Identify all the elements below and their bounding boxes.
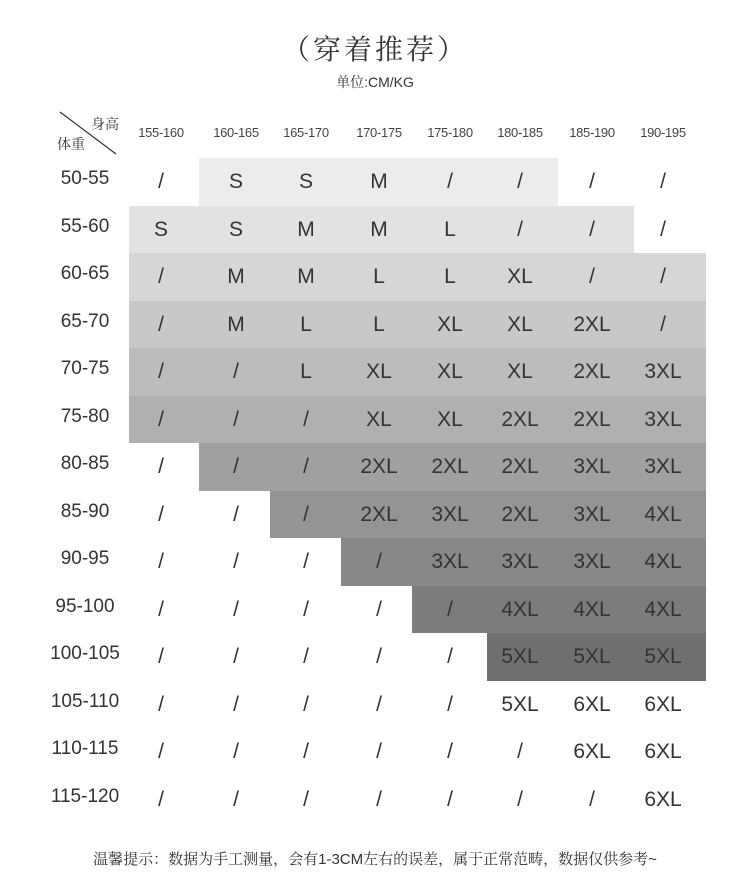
size-cell: / bbox=[303, 597, 309, 621]
height-header: 155-160 bbox=[138, 125, 184, 140]
weight-header: 85-90 bbox=[60, 500, 110, 522]
size-cell: / bbox=[376, 740, 382, 763]
size-cell: 3XL bbox=[573, 502, 611, 526]
size-cell: S bbox=[153, 217, 168, 241]
size-cell: / bbox=[158, 265, 164, 288]
weight-header: 60-65 bbox=[60, 263, 110, 284]
size-cell: M bbox=[370, 170, 388, 193]
size-cell: / bbox=[447, 170, 453, 193]
weight-header: 80-85 bbox=[60, 453, 110, 474]
size-cell: 3XL bbox=[644, 407, 682, 431]
size-cell: / bbox=[660, 217, 666, 241]
size-cell: / bbox=[233, 455, 239, 478]
height-header: 185-190 bbox=[569, 125, 615, 140]
weight-header: 75-80 bbox=[60, 405, 110, 427]
size-cell: 2XL bbox=[501, 407, 539, 431]
size-cell: M bbox=[297, 217, 315, 241]
weight-axis-label: 体重 bbox=[57, 136, 85, 152]
size-cell: / bbox=[233, 645, 239, 668]
size-cell: / bbox=[376, 645, 382, 668]
size-cell: / bbox=[447, 692, 453, 716]
size-cell: 2XL bbox=[573, 312, 611, 336]
size-cell: M bbox=[227, 312, 245, 336]
size-cell: L bbox=[373, 312, 385, 336]
size-cell: / bbox=[517, 217, 523, 241]
size-cell: XL bbox=[507, 360, 533, 383]
size-cell: M bbox=[227, 265, 245, 288]
size-cell: / bbox=[447, 645, 453, 668]
size-cell: 2XL bbox=[501, 455, 539, 478]
size-cell: 4XL bbox=[644, 597, 682, 621]
height-header: 165-170 bbox=[283, 125, 329, 140]
weight-header: 65-70 bbox=[60, 310, 110, 332]
weight-header: 55-60 bbox=[60, 215, 110, 237]
weight-header: 110-115 bbox=[51, 738, 119, 759]
size-cell: 6XL bbox=[644, 692, 682, 716]
weight-header: 90-95 bbox=[60, 548, 110, 569]
size-cell: / bbox=[660, 312, 666, 336]
size-cell: L bbox=[444, 217, 456, 241]
page-title: （穿着推荐） bbox=[281, 33, 468, 66]
size-cell: 4XL bbox=[644, 502, 682, 526]
size-cell: / bbox=[158, 740, 164, 763]
size-cell: / bbox=[233, 550, 239, 573]
size-cell: 3XL bbox=[501, 550, 539, 573]
size-cell: / bbox=[233, 502, 239, 526]
table-corner-header bbox=[57, 110, 119, 156]
size-cell: / bbox=[303, 407, 309, 431]
size-cell: / bbox=[158, 502, 164, 526]
size-cell: S bbox=[228, 217, 243, 241]
size-cell: XL bbox=[437, 312, 463, 336]
weight-header: 105-110 bbox=[50, 690, 120, 712]
weight-header: 100-105 bbox=[50, 643, 120, 664]
size-cell: / bbox=[376, 692, 382, 716]
size-cell: XL bbox=[437, 407, 463, 431]
size-cell: / bbox=[233, 692, 239, 716]
size-cell: / bbox=[158, 597, 164, 621]
size-cell: L bbox=[373, 265, 385, 288]
size-cell: 2XL bbox=[573, 360, 611, 383]
size-cell: / bbox=[517, 740, 523, 763]
size-cell: / bbox=[158, 407, 164, 431]
size-cell: 6XL bbox=[573, 692, 611, 716]
size-cell: / bbox=[660, 170, 666, 193]
size-cell: / bbox=[158, 360, 164, 383]
height-axis-label: 身高 bbox=[91, 116, 119, 132]
size-cell: / bbox=[589, 265, 595, 288]
weight-header: 115-120 bbox=[50, 785, 120, 807]
size-cell: / bbox=[303, 645, 309, 668]
weight-header: 95-100 bbox=[55, 595, 115, 617]
height-header: 175-180 bbox=[427, 125, 473, 140]
size-cell: 2XL bbox=[501, 502, 539, 526]
size-cell: / bbox=[517, 787, 523, 811]
size-cell: S bbox=[298, 170, 313, 193]
weight-header: 70-75 bbox=[60, 358, 110, 379]
size-cell: 4XL bbox=[501, 597, 539, 621]
size-cell: 2XL bbox=[360, 455, 398, 478]
size-cell: / bbox=[303, 740, 309, 763]
size-cell: / bbox=[233, 407, 239, 431]
size-cell: 2XL bbox=[431, 455, 469, 478]
size-cell: 5XL bbox=[501, 645, 539, 668]
size-cell: / bbox=[233, 787, 239, 811]
size-cell: 3XL bbox=[431, 502, 469, 526]
size-cell: / bbox=[660, 265, 666, 288]
size-cell: / bbox=[233, 740, 239, 763]
size-cell: / bbox=[303, 455, 309, 478]
size-cell: 6XL bbox=[644, 787, 682, 811]
size-cell: / bbox=[376, 550, 382, 573]
measurement-note: 温馨提示：数据为手工测量，会有1-3CM左右的误差，属于正常范畴，数据仅供参考~ bbox=[93, 851, 657, 868]
size-cell: 2XL bbox=[573, 407, 611, 431]
size-cell: L bbox=[444, 265, 456, 288]
size-cell: / bbox=[376, 597, 382, 621]
size-cell: 3XL bbox=[431, 550, 469, 573]
size-cell: M bbox=[370, 217, 388, 241]
weight-header: 50-55 bbox=[60, 168, 110, 189]
size-cell: 2XL bbox=[360, 502, 398, 526]
size-cell: 3XL bbox=[644, 360, 682, 383]
size-cell: XL bbox=[507, 312, 533, 336]
size-cell: S bbox=[228, 170, 243, 193]
size-cell: 4XL bbox=[644, 550, 682, 573]
size-cell: 5XL bbox=[644, 645, 682, 668]
size-cell: 6XL bbox=[644, 740, 682, 763]
size-cell: 6XL bbox=[573, 740, 611, 763]
height-header: 180-185 bbox=[497, 125, 543, 140]
size-cell: / bbox=[589, 170, 595, 193]
size-cell: XL bbox=[366, 407, 392, 431]
size-cell: 5XL bbox=[573, 645, 611, 668]
size-cell: / bbox=[158, 550, 164, 573]
size-cell: / bbox=[447, 740, 453, 763]
size-cell: XL bbox=[366, 360, 392, 383]
size-cell: / bbox=[517, 170, 523, 193]
size-cell: / bbox=[376, 787, 382, 811]
size-cell: / bbox=[158, 170, 164, 193]
unit-label: 单位:CM/KG bbox=[336, 74, 414, 90]
size-cell: / bbox=[158, 645, 164, 668]
size-cell: 3XL bbox=[573, 550, 611, 573]
size-cell: L bbox=[300, 360, 312, 383]
size-cell: XL bbox=[507, 265, 533, 288]
size-cell: L bbox=[300, 312, 312, 336]
size-cell: / bbox=[158, 787, 164, 811]
size-cell: 5XL bbox=[501, 692, 539, 716]
size-cell: 4XL bbox=[573, 597, 611, 621]
size-cell: / bbox=[589, 217, 595, 241]
size-cell: / bbox=[447, 787, 453, 811]
size-cell: 3XL bbox=[644, 455, 682, 478]
size-cell: / bbox=[303, 787, 309, 811]
size-cell: XL bbox=[437, 360, 463, 383]
size-cell: / bbox=[158, 692, 164, 716]
size-cell: / bbox=[158, 312, 164, 336]
height-header: 160-165 bbox=[213, 125, 259, 140]
size-cell: / bbox=[303, 692, 309, 716]
height-header: 190-195 bbox=[640, 125, 686, 140]
size-cell: / bbox=[233, 597, 239, 621]
size-cell: / bbox=[589, 787, 595, 811]
size-cell: / bbox=[158, 455, 164, 478]
size-cell: / bbox=[303, 550, 309, 573]
size-cell: / bbox=[233, 360, 239, 383]
size-cell: M bbox=[297, 265, 315, 288]
height-header: 170-175 bbox=[356, 125, 402, 140]
size-cell: 3XL bbox=[573, 455, 611, 478]
size-cell: / bbox=[303, 502, 309, 526]
size-cell: / bbox=[447, 597, 453, 621]
